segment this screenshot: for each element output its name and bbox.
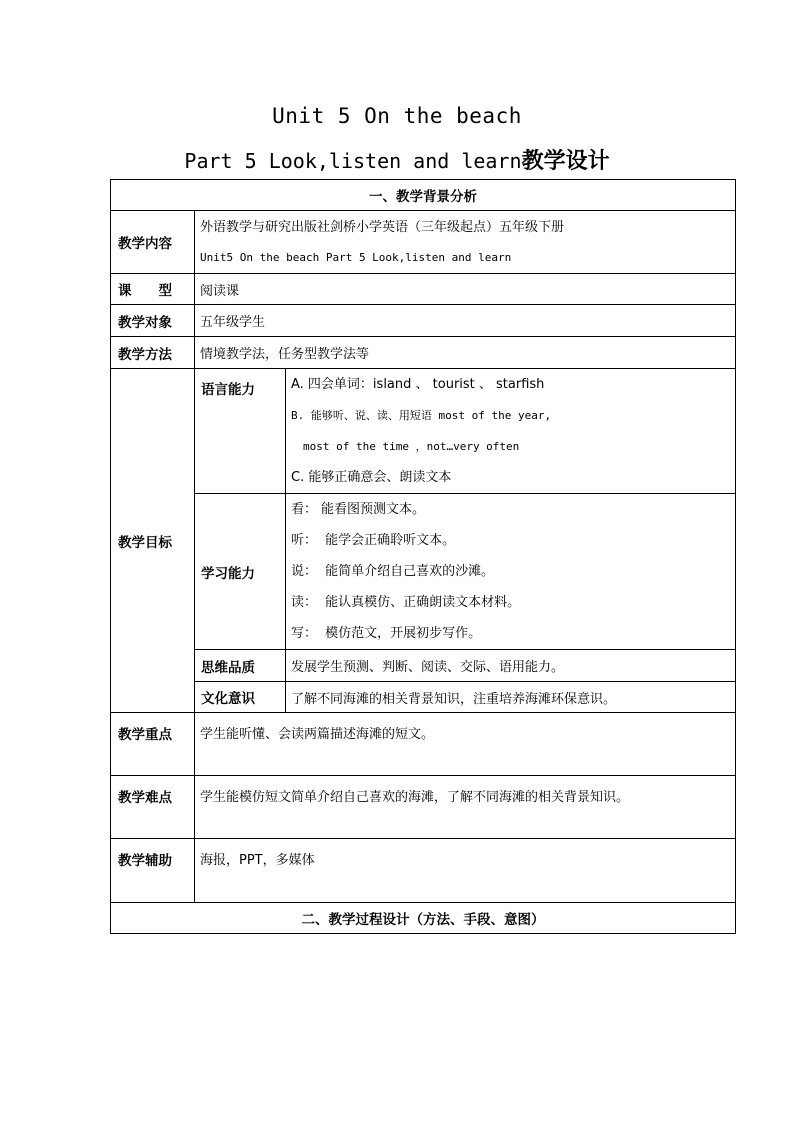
- subtitle-english: Part 5 Look,listen and learn: [184, 149, 522, 173]
- thinking-quality-label: 思维品质: [195, 650, 286, 682]
- content-line-1: 外语教学与研究出版社剑桥小学英语（三年级起点）五年级下册: [200, 219, 565, 235]
- content-label: 教学内容: [111, 211, 195, 274]
- content-value: [195, 211, 736, 274]
- difficulty-label: 教学难点: [111, 776, 195, 839]
- focus-label: 教学重点: [111, 713, 195, 776]
- language-line-b-cont: most of the time ，not…very often: [303, 440, 520, 453]
- study-ability-label: 学习能力: [195, 494, 286, 650]
- aids-value: 海报，PPT，多媒体: [195, 839, 736, 903]
- language-line-c: C. 能够正确意会、朗读文本: [291, 470, 452, 485]
- language-ability-label: 语言能力: [195, 369, 286, 494]
- goals-label: 教学目标: [111, 369, 195, 713]
- document-subtitle: [0, 144, 794, 175]
- thinking-quality-value: 发展学生预测、判断、阅读、交际、语用能力。: [286, 650, 736, 682]
- study-line-read: 读： 能认真模仿、正确朗读文本材料。: [291, 595, 521, 610]
- aids-label: 教学辅助: [111, 839, 195, 903]
- cultural-awareness-label: 文化意识: [195, 682, 286, 713]
- type-label: 课 型: [111, 274, 195, 305]
- document-title: Unit 5 On the beach: [272, 104, 522, 128]
- language-line-b: B. 能够听、说、读、用短语 most of the year,: [291, 409, 552, 422]
- focus-value: 学生能听懂、会读两篇描述海滩的短文。: [195, 713, 736, 776]
- lesson-plan-table: [110, 179, 736, 934]
- content-line-2: Unit5 On the beach Part 5 Look,listen and learn: [200, 250, 512, 264]
- section-process-header: 二、教学过程设计（方法、手段、意图）: [111, 903, 736, 934]
- language-line-a: A. 四会单词：island 、 tourist 、 starfish: [291, 377, 545, 392]
- cultural-awareness-value: 了解不同海滩的相关背景知识，注重培养海滩环保意识。: [286, 682, 736, 713]
- study-line-listen: 听： 能学会正确聆听文本。: [291, 533, 456, 548]
- study-line-look: 看： 能看图预测文本。: [291, 502, 426, 517]
- study-line-write: 写： 模仿范文，开展初步写作。: [291, 626, 482, 641]
- audience-value: 五年级学生: [195, 305, 736, 337]
- difficulty-value: 学生能模仿短文简单介绍自己喜欢的海滩，了解不同海滩的相关背景知识。: [195, 776, 736, 839]
- audience-label: 教学对象: [111, 305, 195, 337]
- subtitle-chinese: 教学设计: [521, 149, 610, 174]
- method-label: 教学方法: [111, 337, 195, 369]
- section-background-header: 一、教学背景分析: [111, 180, 736, 211]
- method-value: 情境教学法，任务型教学法等: [195, 337, 736, 369]
- language-ability-value: [286, 369, 736, 494]
- study-line-speak: 说： 能简单介绍自己喜欢的沙滩。: [291, 564, 495, 579]
- type-value: 阅读课: [195, 274, 736, 305]
- study-ability-value: [286, 494, 736, 650]
